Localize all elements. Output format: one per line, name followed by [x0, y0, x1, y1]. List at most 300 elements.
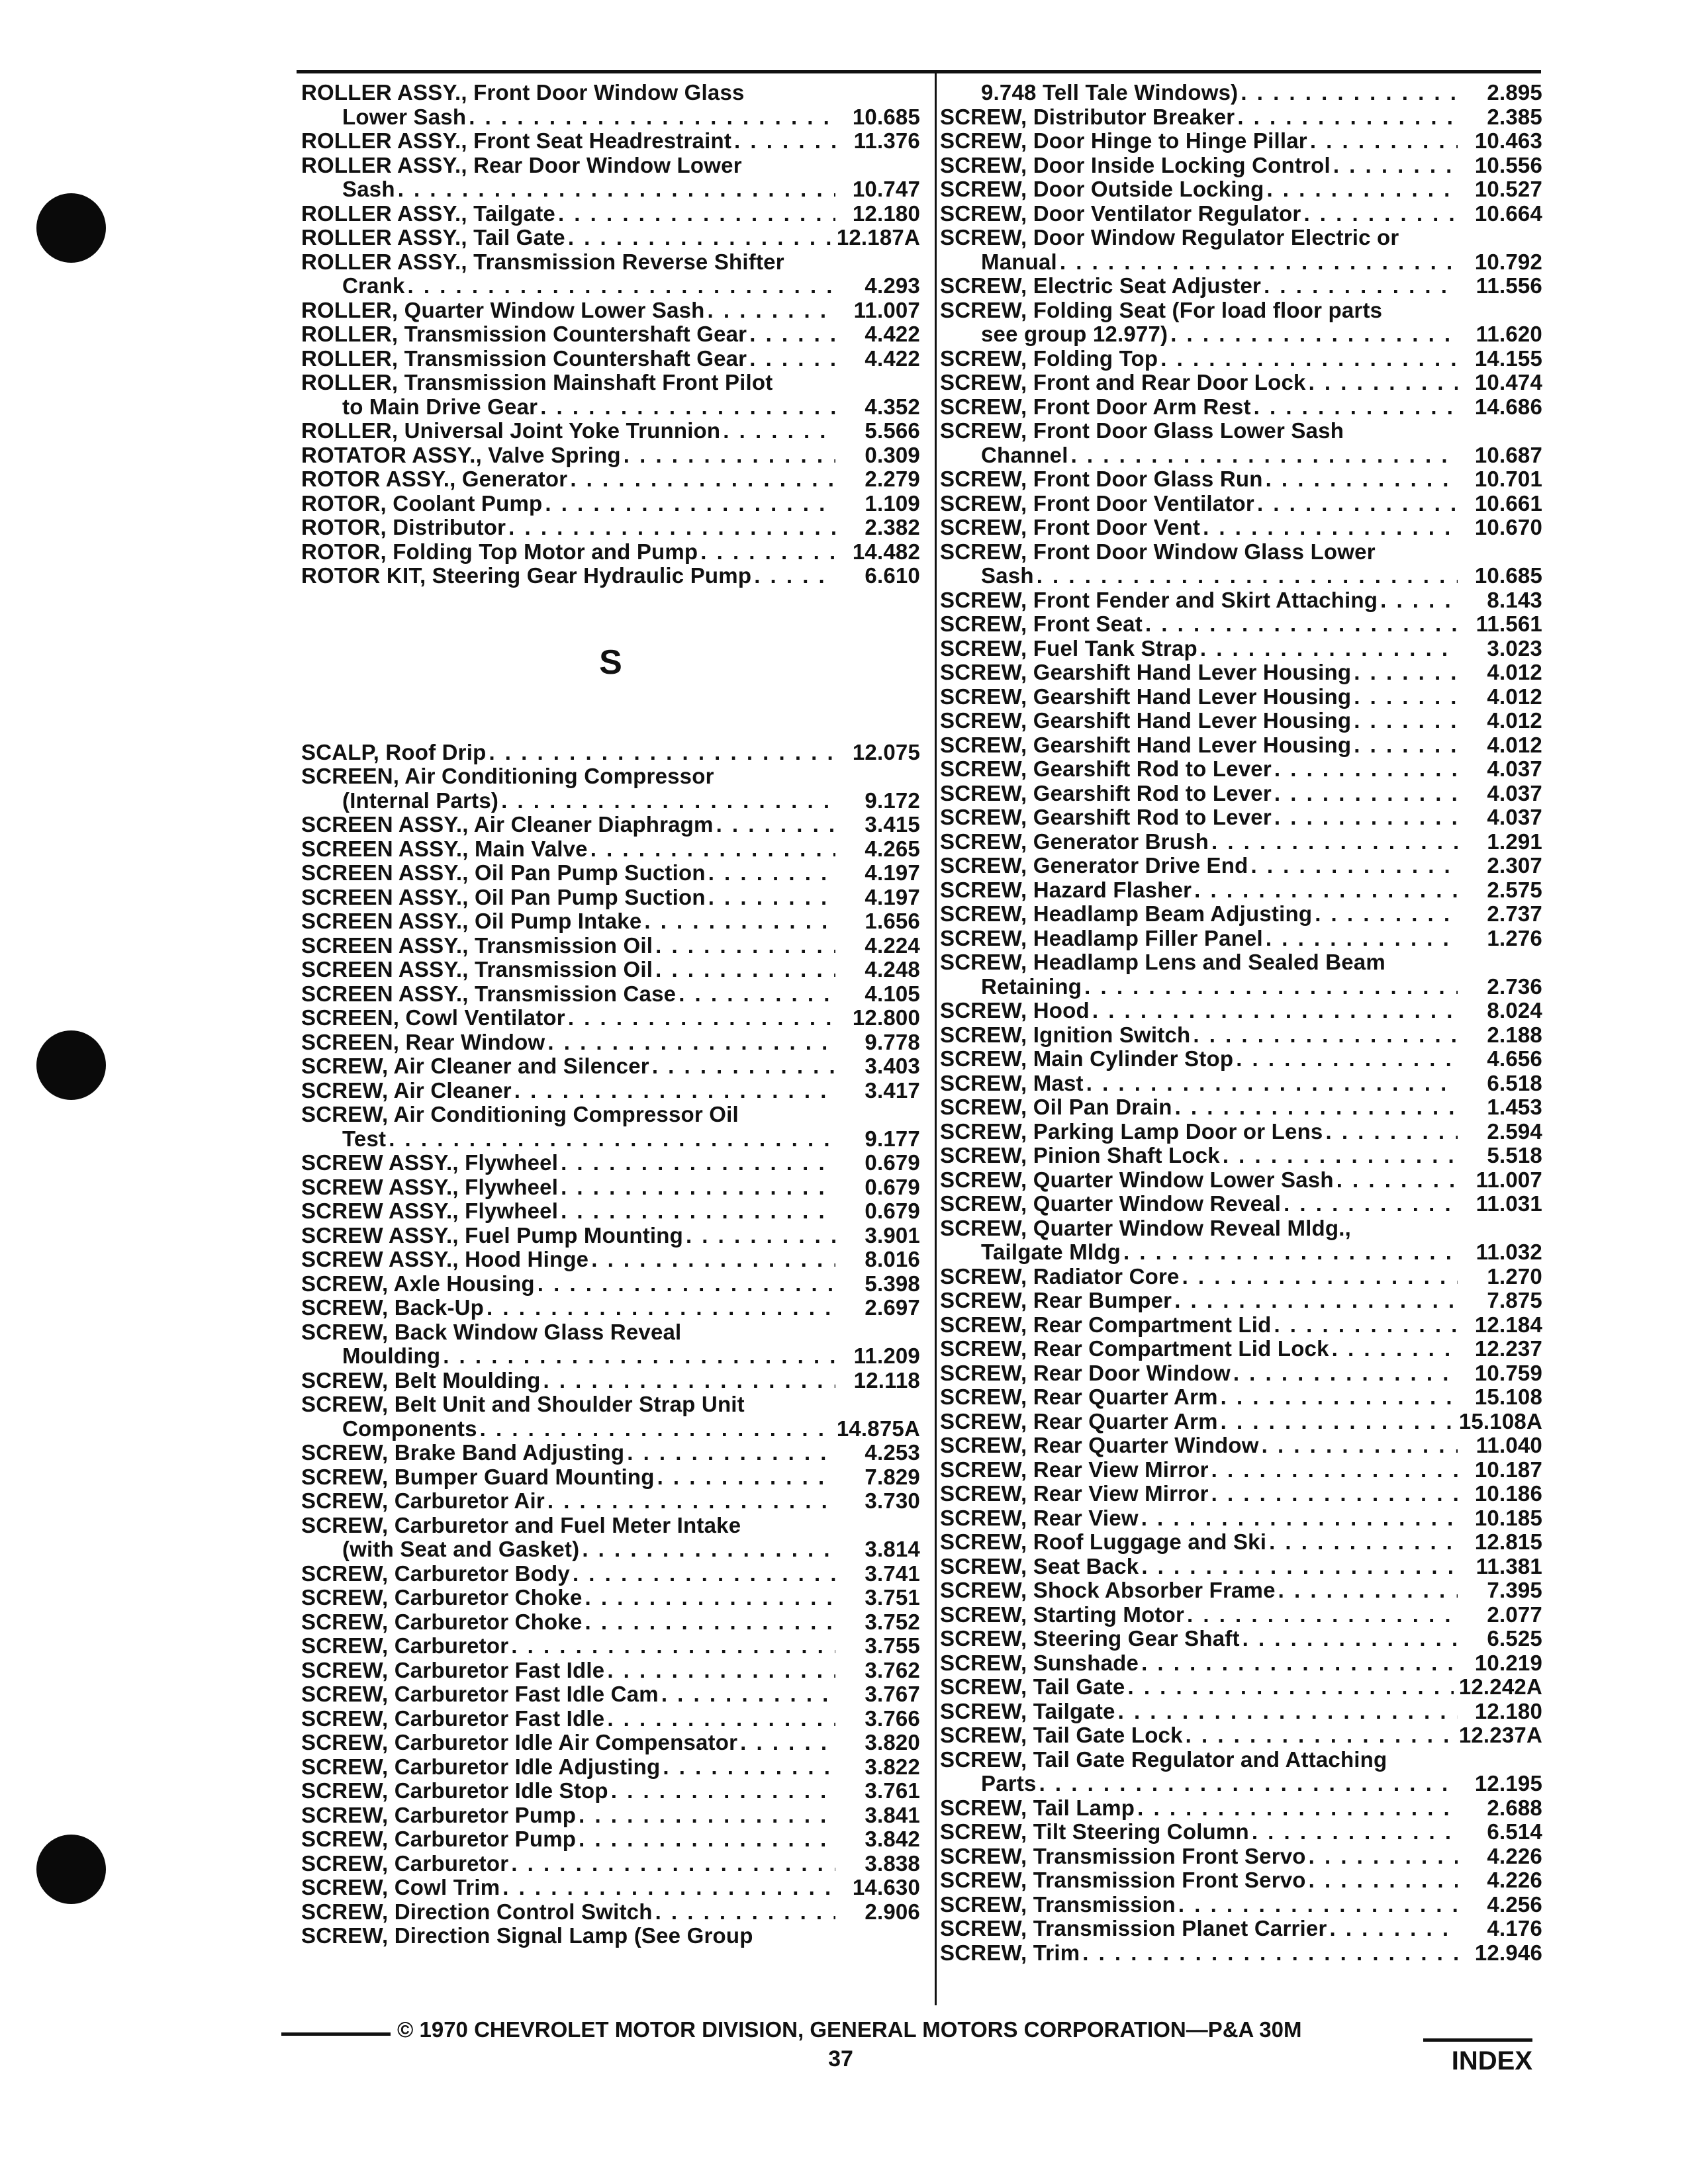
reference-number: 15.108A [1458, 1408, 1542, 1433]
dot-leader [561, 1175, 835, 1200]
index-entry [301, 1876, 920, 1900]
dot-leader [1266, 467, 1458, 492]
index-entry [301, 1562, 920, 1586]
index-entry [301, 1755, 920, 1780]
reference-number: 4.037 [1487, 780, 1542, 805]
entry-label: SCREW, Carburetor Choke [301, 1609, 583, 1634]
reference-number: 1.656 [865, 909, 920, 933]
index-entry [301, 1151, 920, 1175]
index-entry [301, 492, 920, 516]
entry-label: SCREW, Transmission Front Servo [940, 1868, 1306, 1892]
entry-label: Manual [981, 249, 1057, 274]
entry-label: SCREW, Trim [940, 1940, 1080, 1965]
index-entry [940, 1120, 1542, 1144]
dot-leader [1060, 250, 1458, 275]
index-entry [940, 733, 1542, 758]
index-entry [940, 274, 1542, 298]
dot-leader [754, 564, 835, 588]
reference-number: 12.118 [853, 1367, 920, 1392]
dot-leader [1039, 1772, 1458, 1796]
entry-label: ROLLER, Transmission Mainshaft Front Pilot [301, 370, 773, 394]
footer-rule-right [1423, 2038, 1532, 2042]
index-entry [940, 1361, 1542, 1386]
index-entry [301, 1900, 920, 1925]
index-entry [940, 1748, 1542, 1796]
entry-label: ROLLER ASSY., Front Seat Headrestraint [301, 128, 732, 153]
index-entry [940, 950, 1542, 999]
entry-label: SCREW, Carburetor Pump [301, 1802, 577, 1827]
index-entry [301, 250, 920, 298]
reference-number: 3.761 [865, 1778, 920, 1803]
column-divider [935, 73, 937, 2005]
index-entry [940, 1723, 1542, 1748]
dot-leader [679, 982, 835, 1007]
dot-leader [644, 909, 835, 934]
entry-label: SCREW, Rear Compartment Lid [940, 1312, 1272, 1337]
entry-label: SCREW, Rear View Mirror [940, 1457, 1209, 1482]
index-entry [301, 154, 920, 202]
index-entry [301, 1731, 920, 1755]
index-entry [940, 685, 1542, 709]
entry-label: SCREW, Gearshift Rod to Lever [940, 805, 1272, 829]
reference-number: 3.415 [865, 812, 920, 837]
index-entry [940, 1433, 1542, 1458]
entry-label: SCREW, Cowl Trim [301, 1875, 500, 1899]
dot-leader [1274, 782, 1458, 806]
entry-label: SCREW ASSY., Flywheel [301, 1174, 559, 1199]
index-entry [940, 129, 1542, 154]
dot-leader [1330, 1917, 1458, 1941]
index-entry [301, 1586, 920, 1610]
index-entry [940, 782, 1542, 806]
index-list-right [940, 81, 1542, 1965]
index-entry [301, 1707, 920, 1731]
dot-leader [607, 1707, 835, 1731]
dot-leader [1141, 1506, 1458, 1531]
entry-label: ROLLER ASSY., Tailgate [301, 201, 555, 226]
index-entry [940, 492, 1542, 516]
reference-number: 2.077 [1487, 1602, 1542, 1627]
index-entry [940, 1506, 1542, 1531]
reference-number: 1.453 [1487, 1095, 1542, 1119]
index-entry [301, 516, 920, 540]
reference-number: 10.219 [1474, 1650, 1542, 1675]
dot-leader [1266, 177, 1458, 202]
entry-label: SCREW, Hazard Flasher [940, 877, 1192, 902]
dot-leader [398, 177, 835, 202]
entry-label: SCREW, Carburetor Fast Idle [301, 1706, 605, 1731]
index-entry [301, 1030, 920, 1055]
index-entry [940, 419, 1542, 467]
index-entry [301, 1924, 920, 1948]
entry-label: ROLLER, Universal Joint Yoke Trunnion [301, 418, 721, 443]
entry-label: SCREW, Hood [940, 998, 1090, 1023]
index-entry [301, 982, 920, 1007]
dot-leader [657, 1465, 835, 1490]
reference-number: 2.895 [1487, 80, 1542, 105]
reference-number: 7.395 [1487, 1578, 1542, 1602]
page-number: 37 [828, 2046, 853, 2071]
dot-leader [1084, 975, 1458, 999]
dot-leader [508, 516, 835, 540]
reference-number: 11.556 [1476, 273, 1542, 298]
reference-number: 4.248 [865, 957, 920, 981]
reference-number: 3.023 [1487, 635, 1542, 660]
entry-label: SCREW, Electric Seat Adjuster [940, 273, 1262, 298]
entry-label: SCREW, Rear Quarter Arm [940, 1385, 1218, 1409]
reference-number: 4.352 [865, 394, 920, 419]
entry-label: SCREW, Transmission Planet Carrier [940, 1916, 1327, 1940]
entry-label: SCREW, Front Door Vent [940, 515, 1201, 539]
reference-number: 11.032 [1476, 1240, 1542, 1264]
entry-label: SCREW, Bumper Guard Mounting [301, 1464, 655, 1489]
entry-label: SCREW, Tail Gate Lock [940, 1723, 1183, 1747]
index-entry [940, 902, 1542, 927]
reference-number: 3.822 [865, 1754, 920, 1779]
entry-label: ROTOR, Coolant Pump [301, 490, 543, 516]
index-entry [940, 588, 1542, 613]
dot-leader [1200, 637, 1458, 661]
entry-label: SCREW, Folding Seat (For load floor parts [940, 297, 1383, 322]
dot-leader [624, 443, 835, 468]
reference-number: 4.012 [1487, 660, 1542, 684]
footer-rule-left [281, 2032, 391, 2036]
dot-leader [1243, 1627, 1458, 1651]
binder-hole-bottom [36, 1835, 106, 1904]
index-entry [301, 1465, 920, 1490]
reference-number: 6.525 [1487, 1626, 1542, 1651]
entry-label: SCREW, Direction Signal Lamp (See Group [301, 1923, 753, 1948]
dot-leader [545, 492, 835, 516]
dot-leader [1250, 854, 1458, 878]
dot-leader [511, 1634, 835, 1659]
dot-leader [1309, 371, 1458, 395]
index-entry [940, 1265, 1542, 1289]
entry-label: SCREW, Carburetor Fast Idle Cam [301, 1682, 659, 1706]
reference-number: 11.376 [853, 128, 920, 153]
entry-label: SCREW, Front Door Arm Rest [940, 394, 1251, 419]
left-column [301, 81, 920, 1948]
entry-label: (Internal Parts) [342, 788, 499, 813]
reference-number: 3.814 [865, 1537, 920, 1561]
reference-number: 4.012 [1487, 732, 1542, 757]
index-entry [301, 813, 920, 837]
entry-label: Components [342, 1416, 477, 1441]
dot-leader [585, 1610, 836, 1635]
index-entry [940, 1555, 1542, 1579]
reference-number: 3.417 [865, 1077, 920, 1103]
entry-label: SCREW, Rear View [940, 1505, 1139, 1530]
reference-number: 11.561 [1476, 612, 1542, 636]
index-entry [940, 1289, 1542, 1313]
entry-label: SCREW, Transmission Front Servo [940, 1843, 1306, 1868]
reference-number: 4.253 [865, 1440, 920, 1465]
entry-label: SCREW, Carburetor Body [301, 1561, 570, 1586]
index-entry [301, 1514, 920, 1562]
index-entry [940, 1868, 1542, 1893]
dot-leader [1092, 999, 1458, 1023]
dot-leader [514, 1079, 835, 1103]
dot-leader [1380, 588, 1458, 613]
dot-leader [590, 837, 835, 862]
entry-label: (with Seat and Gasket) [342, 1537, 580, 1561]
entry-label: SCREW ASSY., Flywheel [301, 1150, 559, 1175]
dot-leader [1194, 878, 1458, 903]
index-entry [301, 564, 920, 588]
entry-label: SCREW, Carburetor [301, 1850, 509, 1876]
entry-label: SCREW, Air Cleaner and Silencer [301, 1054, 649, 1078]
entry-label: SCREW, Quarter Window Lower Sash [940, 1167, 1334, 1192]
reference-number: 4.037 [1487, 756, 1542, 781]
reference-number: 4.105 [865, 981, 920, 1006]
dot-leader [1237, 105, 1458, 130]
entry-label: ROLLER ASSY., Rear Door Window Lower [301, 152, 742, 177]
index-entry [940, 1168, 1542, 1193]
dot-leader [655, 958, 835, 982]
index-entry [301, 1682, 920, 1707]
dot-leader [1211, 1482, 1458, 1506]
entry-label: SCREW, Ignition Switch [940, 1022, 1191, 1047]
reference-number: 7.875 [1487, 1288, 1542, 1312]
entry-label: SCALP, Roof Drip [301, 739, 487, 764]
reference-number: 12.187A [836, 225, 920, 250]
entry-label: SCREW, Gearshift Rod to Lever [940, 756, 1272, 781]
index-entry [301, 540, 920, 565]
index-entry [940, 1337, 1542, 1361]
dot-leader [655, 1900, 835, 1925]
dot-leader [740, 1731, 835, 1755]
reference-number: 4.224 [865, 933, 920, 958]
reference-number: 2.279 [865, 467, 920, 491]
entry-label: SCREEN ASSY., Main Valve [301, 836, 588, 861]
dot-leader [1174, 1289, 1458, 1313]
entry-label: SCREW, Carburetor Fast Idle [301, 1657, 605, 1682]
index-entry [301, 419, 920, 443]
dot-leader [543, 1369, 835, 1393]
entry-label: ROTATOR ASSY., Valve Spring [301, 442, 621, 467]
index-entry [940, 878, 1542, 903]
reference-number: 2.906 [865, 1899, 920, 1924]
dot-leader [469, 105, 835, 130]
dot-leader [538, 1272, 835, 1297]
entry-label: Moulding [342, 1343, 441, 1368]
index-entry [940, 999, 1542, 1023]
dot-leader [1257, 492, 1458, 516]
entry-label: SCREW, Back Window Glass Reveal [301, 1319, 682, 1344]
index-entry [940, 1796, 1542, 1821]
dot-leader [480, 1417, 831, 1441]
reference-number: 10.187 [1474, 1457, 1542, 1482]
entry-label: SCREW, Headlamp Beam Adjusting [940, 901, 1313, 926]
index-entry [301, 1441, 920, 1465]
entry-label: SCREW, Tilt Steering Column [940, 1819, 1249, 1844]
dot-leader [579, 1827, 835, 1852]
entry-label: Crank [342, 273, 405, 298]
entry-label: SCREW ASSY., Flywheel [301, 1199, 559, 1223]
reference-number: 5.566 [865, 418, 920, 443]
dot-leader [686, 1224, 835, 1248]
dot-leader [1332, 1337, 1458, 1361]
reference-number: 11.031 [1476, 1191, 1542, 1216]
index-entry [940, 854, 1542, 878]
reference-number: 10.687 [1474, 442, 1542, 467]
reference-number: 12.180 [1474, 1698, 1542, 1723]
index-entry [940, 1603, 1542, 1627]
dot-leader [1118, 1700, 1458, 1724]
reference-number: 7.829 [865, 1464, 920, 1489]
reference-number: 3.762 [865, 1657, 920, 1682]
reference-number: 9.778 [865, 1029, 920, 1054]
entry-label: SCREW, Front Door Ventilator [940, 490, 1254, 516]
reference-number: 4.226 [1487, 1843, 1542, 1868]
dot-leader [1336, 1168, 1458, 1193]
entry-label: SCREW, Sunshade [940, 1650, 1139, 1675]
reference-number: 12.075 [852, 739, 920, 764]
dot-leader [568, 1006, 835, 1030]
index-entry [301, 1827, 920, 1852]
reference-number: 10.701 [1474, 467, 1542, 491]
entry-label: SCREW, Carburetor Choke [301, 1585, 583, 1610]
entry-label: SCREW, Main Cylinder Stop [940, 1046, 1234, 1071]
entry-label: SCREW, Door Hinge to Hinge Pillar [940, 128, 1307, 153]
entry-label: SCREW, Generator Brush [940, 829, 1209, 854]
entry-label: SCREW, Carburetor Pump [301, 1827, 577, 1851]
entry-label: SCREW, Carburetor Idle Air Compensator [301, 1730, 738, 1754]
dot-leader [1175, 1095, 1458, 1120]
entry-label: Parts [981, 1771, 1037, 1796]
reference-number: 10.747 [852, 177, 920, 201]
index-entry [940, 1627, 1542, 1651]
entry-label: SCREW, Gearshift Hand Lever Housing [940, 732, 1352, 757]
index-entry [940, 1917, 1542, 1941]
dot-leader [1262, 1433, 1458, 1458]
reference-number: 10.527 [1474, 177, 1542, 201]
index-entry [940, 1385, 1542, 1410]
index-entry [940, 1095, 1542, 1120]
reference-number: 10.185 [1474, 1505, 1542, 1530]
entry-label: ROTOR KIT, Steering Gear Hydraulic Pump [301, 563, 752, 588]
entry-label: ROLLER ASSY., Transmission Reverse Shifter [301, 249, 784, 274]
entry-label: SCREW, Starting Motor [940, 1602, 1185, 1627]
reference-number: 4.656 [1487, 1046, 1542, 1071]
dot-leader [1269, 1530, 1458, 1555]
reference-number: 8.016 [865, 1247, 920, 1271]
entry-label: Sash [981, 563, 1034, 588]
entry-label: SCREW, Headlamp Filler Panel [940, 925, 1263, 950]
reference-number: 4.197 [865, 884, 920, 909]
dot-leader [591, 1248, 835, 1272]
dot-leader [487, 1296, 835, 1320]
entry-label: SCREW, Rear Bumper [940, 1288, 1172, 1312]
dot-leader [1264, 274, 1458, 298]
reference-number: 9.177 [865, 1126, 920, 1151]
entry-label: SCREW, Transmission [940, 1891, 1176, 1917]
entry-label: 9.748 Tell Tale Windows) [981, 80, 1239, 105]
index-entry [940, 1482, 1542, 1506]
reference-number: 5.518 [1487, 1143, 1542, 1167]
entry-label: SCREEN ASSY., Oil Pan Pump Suction [301, 860, 706, 885]
entry-label: SCREW, Door Inside Locking Control [940, 152, 1331, 177]
entry-label: SCREW, Headlamp Lens and Sealed Beam [940, 950, 1385, 974]
reference-number: 4.422 [865, 322, 920, 346]
entry-label: to Main Drive Gear [342, 394, 538, 419]
index-entry [301, 443, 920, 468]
reference-number: 11.040 [1476, 1433, 1542, 1457]
entry-label: SCREW, Oil Pan Drain [940, 1095, 1172, 1119]
dot-leader [1082, 1941, 1458, 1966]
reference-number: 12.195 [1474, 1771, 1542, 1796]
index-entry [301, 1248, 920, 1272]
index-entry [301, 909, 920, 934]
entry-label: SCREEN ASSY., Oil Pump Intake [301, 909, 642, 933]
index-entry [301, 81, 920, 129]
entry-label: SCREW, Door Window Regulator Electric or [940, 225, 1399, 250]
index-entry [301, 1054, 920, 1079]
reference-number: 10.685 [852, 104, 920, 129]
entry-label: SCREW, Gearshift Hand Lever Housing [940, 660, 1352, 684]
entry-label: SCREW, Carburetor Idle Adjusting [301, 1754, 661, 1779]
reference-number: 4.256 [1487, 1891, 1542, 1917]
dot-leader [1354, 685, 1458, 709]
index-entry [940, 395, 1542, 420]
binder-hole-middle [36, 1030, 106, 1100]
reference-number: 15.108 [1474, 1385, 1542, 1409]
index-entry [301, 1199, 920, 1224]
entry-label: SCREW, Quarter Window Reveal [940, 1191, 1282, 1216]
entry-label: SCREEN, Cowl Ventilator [301, 1005, 565, 1030]
index-entry [301, 741, 920, 765]
index-entry [940, 105, 1542, 130]
dot-leader [582, 1537, 835, 1562]
entry-label: Retaining [981, 974, 1082, 999]
entry-label: SCREW, Radiator Core [940, 1263, 1180, 1289]
entry-label: SCREW, Belt Moulding [301, 1367, 541, 1392]
reference-number: 12.946 [1474, 1940, 1542, 1965]
section-letter: S [599, 643, 622, 682]
reference-number: 12.237 [1474, 1336, 1542, 1361]
entry-label: SCREW ASSY., Fuel Pump Mounting [301, 1222, 683, 1248]
dot-leader [607, 1659, 835, 1683]
dot-leader [570, 467, 835, 492]
index-entry [301, 1369, 920, 1393]
dot-leader [1241, 81, 1458, 105]
dot-leader [1266, 927, 1458, 951]
reference-number: 3.820 [865, 1730, 920, 1754]
entry-label: SCREW ASSY., Hood Hinge [301, 1247, 589, 1271]
dot-leader [1274, 805, 1458, 830]
reference-number: 5.398 [865, 1271, 920, 1296]
dot-leader [1333, 154, 1458, 178]
reference-number: 12.815 [1474, 1529, 1542, 1554]
section-label: INDEX [1451, 2046, 1532, 2075]
index-entry [940, 540, 1542, 588]
entry-label: SCREW, Distributor Breaker [940, 104, 1235, 129]
index-entry [301, 1103, 920, 1151]
index-entry [940, 927, 1542, 951]
index-entry [301, 347, 920, 371]
reference-number: 3.741 [865, 1561, 920, 1586]
index-entry [940, 1313, 1542, 1338]
entry-label: SCREW, Back-Up [301, 1295, 485, 1320]
index-entry [301, 1659, 920, 1683]
dot-leader [723, 419, 835, 443]
reference-number: 1.270 [1487, 1263, 1542, 1289]
entry-label: SCREW, Belt Unit and Shoulder Strap Unit [301, 1392, 745, 1416]
dot-leader [1310, 129, 1458, 154]
reference-number: 12.237A [1458, 1723, 1542, 1747]
entry-label: SCREW, Rear Quarter Arm [940, 1408, 1218, 1433]
index-entry [301, 1852, 920, 1876]
